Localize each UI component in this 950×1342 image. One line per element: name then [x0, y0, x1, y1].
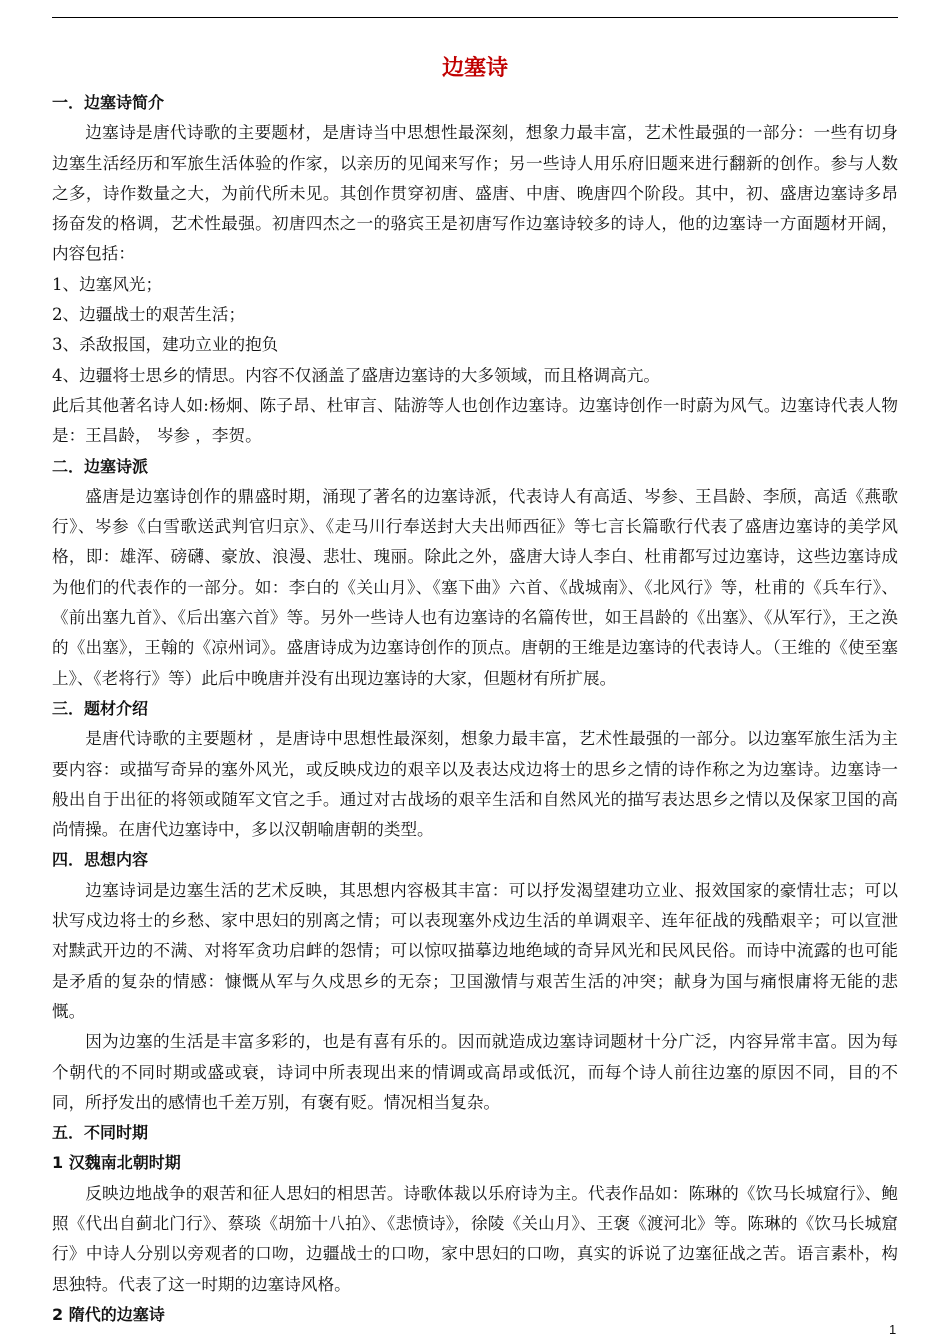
list-item: 3、杀敌报国，建功立业的抱负 [52, 335, 279, 355]
paragraph: 是唐代诗歌的主要题材 ，是唐诗中思想性最深刻，想象力最丰富，艺术性最强的一部分。以边塞军旅生活为主要内容：或描写奇异的塞外风光，或反映戍边的艰辛以及表达戍边将士的思乡之情的诗作称之为边塞诗。边塞诗一般出自于出征的将领或随军文官之手。通过对古战场的艰辛生活和自然风光的描写表达思乡之情以及保家卫国的高尚情操。在唐代边塞诗中，多以汉朝喻唐朝的类型。 [52, 729, 898, 840]
list-item: 4、边疆将士思乡的情思。内容不仅涵盖了盛唐边塞诗的大多领域，而且格调高亢。 [52, 365, 660, 385]
page-number: 1 [889, 1322, 897, 1337]
subheading-sui: 2 隋代的边塞诗 [52, 1304, 165, 1324]
paragraph: 因为边塞的生活是丰富多彩的，也是有喜有乐的。因而就造成边塞诗词题材十分广泛，内容异常丰富。因为每个朝代的不同时期或盛或衰，诗词中所表现出来的情调或高昂或低沉，而每个诗人前往边塞的原因不同，目的不同，所抒发出的感情也千差万别，有褒有贬。情况相当复杂。 [52, 1032, 898, 1112]
section-heading-ideas: 四．思想内容 [52, 850, 149, 870]
paragraph: 盛唐是边塞诗创作的鼎盛时期，涌现了著名的边塞诗派，代表诗人有高适、岑参、王昌龄、李颀，高适《燕歌行》、岑参《白雪歌送武判官归京》、《走马川行奉送封大夫出师西征》等七言长篇歌行代表了盛唐边塞诗的美学风格，即：雄浑、磅礴、豪放、浪漫、悲壮、瑰丽。除此之外，盛唐大诗人李白、杜甫都写过边塞诗，这些边塞诗成为他们的代表作的一部分。如：李白的《关山月》、《塞下曲》六首、《战城南》、《北风行》等，杜甫的《兵车行》、《前出塞九首》、《后出塞六首》等。另外一些诗人也有边塞诗的名篇传世，如王昌龄的《出塞》、《从军行》，王之涣的《出塞》，王翰的《凉州词》。盛唐诗成为边塞诗创作的顶点。唐朝的王维是边塞诗的代表诗人。（王维的《使至塞上》、《老将行》等）此后中晚唐并没有出现边塞诗的大家，但题材有所扩展。 [52, 486, 898, 688]
section-heading-intro: 一．边塞诗简介 [52, 93, 165, 112]
document-title: 边塞诗 [441, 56, 508, 81]
section-heading-school: 二．边塞诗派 [52, 456, 149, 476]
paragraph: 边塞诗是唐代诗歌的主要题材，是唐诗当中思想性最深刻，想象力最丰富，艺术性最强的一部分：一些有切身边塞生活经历和军旅生活体验的作家，以亲历的见闻来写作；另一些诗人用乐府旧题来进行翻新的创作。参与人数之多，诗作数量之大，为前代所未见。其创作贯穿初唐、盛唐、中唐、晚唐四个阶段。其中，初、盛唐边塞诗多昂扬奋发的格调，艺术性最强。初唐四杰之一的骆宾王是初唐写作边塞诗较多的诗人，他的边塞诗一方面题材开阔，内容包括： [52, 123, 898, 264]
list-item: 2、边疆战士的艰苦生活； [52, 305, 246, 325]
header-rule [52, 17, 898, 18]
paragraph: 此后其他著名诗人如:杨炯、陈子昂、杜审言、陆游等人也创作边塞诗。边塞诗创作一时蔚为风气。边塞诗代表人物是：王昌龄， 岑参 ，李贺。 [52, 395, 898, 446]
subheading-han-wei: 1 汉魏南北朝时期 [52, 1153, 181, 1173]
paragraph: 边塞诗词是边塞生活的艺术反映，其思想内容极其丰富：可以抒发渴望建功立业、报效国家的豪情壮志；可以状写戍边将士的乡愁、家中思妇的别离之情；可以表现塞外戍边生活的单调艰辛、连年征战的残酷艰辛；可以宣泄对黩武开边的不满、对将军贪功启衅的怨情；可以惊叹描摹边地绝域的奇异风光和民风民俗。而诗中流露的也可能是矛盾的复杂的情感：慷慨从军与久戍思乡的无奈；卫国激情与艰苦生活的冲突；献身为国与痛恨庸将无能的悲慨。 [52, 880, 898, 1021]
paragraph: 反映边地战争的艰苦和征人思妇的相思苦。诗歌体裁以乐府诗为主。代表作品如：陈琳的《饮马长城窟行》、鲍照《代出自蓟北门行》、蔡琰《胡笳十八拍》、《悲愤诗》，徐陵《关山月》、王褒《渡河北》等。陈琳的《饮马长城窟行》中诗人分别以旁观者的口吻，边疆战士的口吻，家中思妇的口吻，真实的诉说了边塞征战之苦。语言素朴，构思独特。代表了这一时期的边塞诗风格。 [52, 1183, 898, 1294]
list-item: 1、边塞风光； [52, 274, 163, 294]
section-heading-subject: 三．题材介绍 [52, 698, 149, 718]
section-heading-periods: 五．不同时期 [52, 1123, 149, 1143]
document-body [52, 50, 898, 1330]
